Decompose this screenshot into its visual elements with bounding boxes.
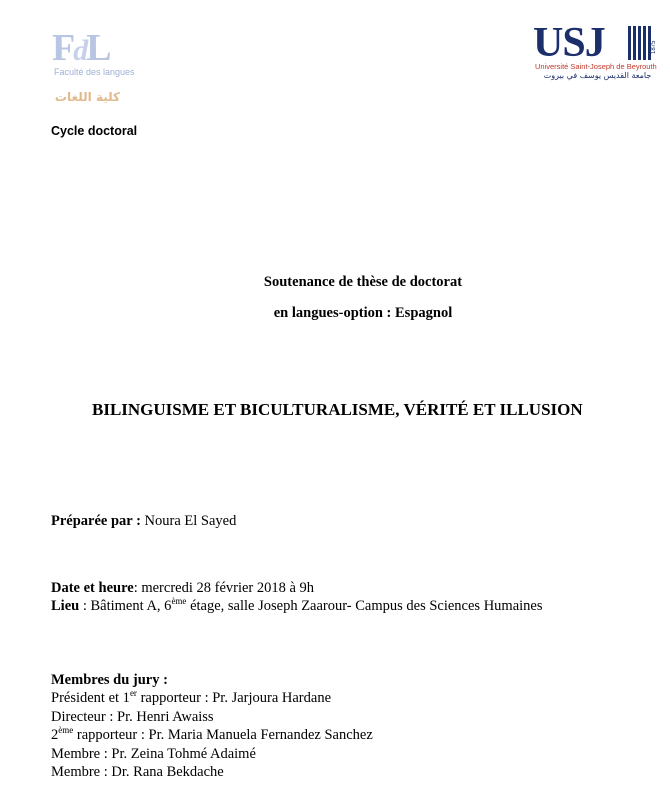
fdl-logo: FdL Faculté des langues كلية اللغات xyxy=(52,27,135,104)
thesis-title: BILINGUISME ET BICULTURALISME, VÉRITÉ ET ILLUSION xyxy=(92,400,583,419)
jury-president: Président et 1er rapporteur : Pr. Jarjoura Hardane xyxy=(51,688,332,706)
cycle-label: Cycle doctoral xyxy=(51,124,138,138)
heading-line-2: en langues-option : Espagnol xyxy=(273,305,453,321)
jury-membre-2: Membre : Dr. Rana Bekdache xyxy=(51,764,224,780)
jury-second-rapporteur: 2ème rapporteur : Pr. Maria Manuela Fernandez Sanchez xyxy=(51,725,373,743)
fdl-subtitle: Faculté des langues xyxy=(54,67,135,77)
usj-letters: USJ xyxy=(533,20,605,66)
jury-directeur: Directeur : Pr. Henri Awaiss xyxy=(51,709,214,725)
prepared-by: Préparée par : Noura El Sayed xyxy=(51,513,237,529)
lieu-line: Lieu : Bâtiment A, 6ème étage, salle Joseph Zaarour- Campus des Sciences Humaines xyxy=(51,596,543,614)
usj-name: Université Saint-Joseph de Beyrouth xyxy=(535,62,657,71)
date-line: Date et heure: mercredi 28 février 2018 à 9h xyxy=(51,580,315,596)
jury-membre-1: Membre : Pr. Zeina Tohmé Adaimé xyxy=(51,746,256,762)
jury-heading: Membres du jury : xyxy=(51,672,168,688)
usj-arabic-name: جامعة القديس يوسف في بيروت xyxy=(543,71,652,80)
usj-year: 1875 xyxy=(651,40,657,54)
heading-line-1: Soutenance de thèse de doctorat xyxy=(263,274,463,290)
fdl-arabic-label: كلية اللغات xyxy=(54,90,120,104)
usj-logo xyxy=(533,20,661,84)
